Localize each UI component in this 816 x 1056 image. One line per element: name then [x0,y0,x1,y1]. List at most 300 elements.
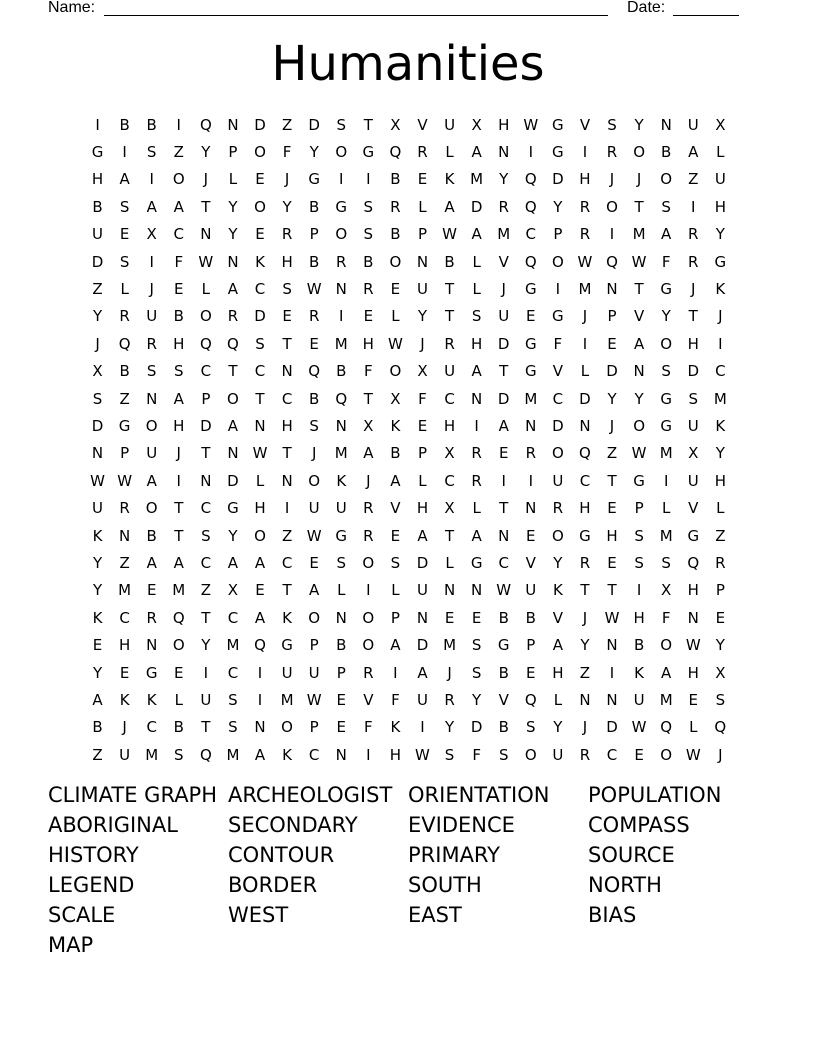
grid-letter[interactable]: G [579,526,591,545]
grid-letter[interactable]: C [200,362,212,381]
grid-letter[interactable]: D [91,416,104,435]
grid-letter[interactable]: N [416,252,429,271]
grid-letter[interactable]: S [119,197,130,216]
grid-letter[interactable]: N [498,526,510,545]
grid-letter[interactable]: M [497,225,511,244]
grid-letter[interactable]: N [227,444,239,463]
grid-letter[interactable]: E [607,553,617,572]
grid-letter[interactable]: V [498,690,509,709]
grid-letter[interactable]: I [95,115,100,134]
grid-letter[interactable]: B [498,663,509,682]
grid-letter[interactable]: T [363,115,373,134]
grid-letter[interactable]: I [366,745,371,764]
grid-letter[interactable]: C [119,608,130,627]
grid-letter[interactable]: E [309,553,319,572]
grid-letter[interactable]: C [552,389,564,408]
grid-letter[interactable]: Q [308,362,321,381]
grid-letter[interactable]: K [444,170,455,189]
grid-letter[interactable]: H [91,170,104,189]
grid-letter[interactable]: T [688,307,698,326]
grid-letter[interactable]: N [579,416,591,435]
grid-letter[interactable]: A [390,471,401,490]
grid-letter[interactable]: T [580,581,590,600]
grid-letter[interactable]: Y [715,225,725,244]
grid-letter[interactable]: Y [92,553,103,572]
grid-letter[interactable]: B [146,115,157,134]
grid-letter[interactable]: E [417,416,428,435]
grid-letter[interactable]: D [470,718,483,737]
grid-letter[interactable]: W [198,252,214,271]
grid-letter[interactable]: O [551,526,564,545]
grid-letter[interactable]: J [718,307,723,326]
grid-letter[interactable]: Z [281,115,293,134]
grid-letter[interactable]: Q [254,636,266,655]
grid-letter[interactable]: P [526,636,536,655]
grid-letter[interactable]: G [687,526,700,545]
grid-letter[interactable]: I [122,143,127,162]
grid-letter[interactable]: O [524,745,537,764]
grid-letter[interactable]: G [714,252,727,271]
grid-letter[interactable]: N [471,581,483,600]
grid-letter[interactable]: D [606,362,618,381]
grid-letter[interactable]: C [281,553,293,572]
grid-letter[interactable]: A [661,225,672,244]
grid-letter[interactable]: D [470,197,483,216]
grid-letter[interactable]: L [391,581,400,600]
grid-letter[interactable]: O [227,389,239,408]
grid-letter[interactable]: B [444,252,455,271]
grid-letter[interactable]: O [254,197,266,216]
grid-letter[interactable]: P [309,225,319,244]
grid-letter[interactable]: A [227,553,239,572]
grid-letter[interactable]: H [606,526,618,545]
grid-letter[interactable]: X [146,225,157,244]
grid-letter[interactable]: J [366,471,371,490]
grid-letter[interactable]: Y [553,553,563,572]
grid-letter[interactable]: G [660,389,672,408]
grid-letter[interactable]: G [660,416,672,435]
grid-letter[interactable]: G [633,471,645,490]
grid-letter[interactable]: C [227,663,239,682]
grid-letter[interactable]: T [255,389,265,408]
grid-letter[interactable]: S [471,663,482,682]
grid-letter[interactable]: O [660,170,673,189]
grid-letter[interactable]: S [390,553,401,572]
grid-letter[interactable]: E [309,334,319,353]
grid-letter[interactable]: U [633,690,645,709]
grid-letter[interactable]: B [498,608,509,627]
grid-letter[interactable]: R [227,307,239,326]
grid-letter[interactable]: E [146,581,157,600]
grid-letter[interactable]: U [444,115,456,134]
grid-letter[interactable]: A [471,526,482,545]
grid-letter[interactable]: E [255,225,265,244]
grid-letter[interactable]: R [146,608,157,627]
grid-letter[interactable]: B [173,307,184,326]
grid-letter[interactable]: A [92,690,103,709]
grid-letter[interactable]: X [661,581,672,600]
grid-letter[interactable]: J [203,170,209,189]
grid-letter[interactable]: J [609,416,615,435]
grid-letter[interactable]: F [174,252,184,271]
grid-letter[interactable]: Q [524,690,537,709]
grid-letter[interactable]: H [281,416,293,435]
grid-letter[interactable]: P [553,225,563,244]
grid-letter[interactable]: L [391,307,400,326]
grid-letter[interactable]: R [688,252,699,271]
grid-letter[interactable]: I [718,334,723,353]
grid-letter[interactable]: Z [173,143,184,162]
grid-letter[interactable]: S [363,225,374,244]
grid-letter[interactable]: N [606,636,618,655]
grid-letter[interactable]: G [497,636,510,655]
grid-letter[interactable]: K [552,581,563,600]
grid-letter[interactable]: Y [92,307,103,326]
grid-letter[interactable]: L [228,170,238,189]
grid-letter[interactable]: S [444,745,455,764]
grid-letter[interactable]: H [714,197,726,216]
grid-letter[interactable]: X [471,115,482,134]
grid-letter[interactable]: S [119,252,130,271]
grid-letter[interactable]: Z [119,553,130,572]
grid-letter[interactable]: T [444,307,455,326]
grid-letter[interactable]: S [92,389,103,408]
grid-letter[interactable]: A [146,471,157,490]
grid-letter[interactable]: K [92,526,103,545]
grid-letter[interactable]: R [146,334,157,353]
grid-letter[interactable]: H [687,663,699,682]
grid-letter[interactable]: X [390,389,401,408]
grid-letter[interactable]: Y [661,307,671,326]
grid-letter[interactable]: E [282,307,292,326]
grid-letter[interactable]: O [551,252,564,271]
grid-letter[interactable]: B [92,718,103,737]
grid-letter[interactable]: S [498,745,509,764]
grid-letter[interactable]: W [306,690,322,709]
grid-letter[interactable]: H [552,663,564,682]
grid-letter[interactable]: Y [499,170,509,189]
grid-letter[interactable]: V [498,252,509,271]
grid-letter[interactable]: Q [172,608,185,627]
grid-letter[interactable]: I [636,581,642,600]
grid-letter[interactable]: I [257,690,263,709]
grid-letter[interactable]: M [280,690,294,709]
grid-letter[interactable]: Y [228,526,238,545]
grid-letter[interactable]: E [174,663,184,682]
grid-letter[interactable]: K [715,416,726,435]
grid-letter[interactable]: G [335,526,348,545]
grid-letter[interactable]: N [146,389,158,408]
grid-letter[interactable]: O [362,553,375,572]
grid-letter[interactable]: U [687,471,699,490]
grid-letter[interactable]: N [227,252,239,271]
grid-letter[interactable]: S [661,197,671,216]
grid-letter[interactable]: E [174,280,184,299]
grid-letter[interactable]: Z [688,170,699,189]
grid-letter[interactable]: J [284,170,290,189]
grid-letter[interactable]: C [200,499,212,518]
grid-letter[interactable]: L [716,499,725,518]
grid-letter[interactable]: S [526,718,536,737]
grid-letter[interactable]: N [687,608,699,627]
grid-letter[interactable]: J [122,718,127,737]
grid-letter[interactable]: D [416,636,429,655]
grid-letter[interactable]: I [257,663,263,682]
grid-letter[interactable]: D [552,170,564,189]
grid-letter[interactable]: E [607,334,617,353]
grid-letter[interactable]: A [227,280,239,299]
grid-letter[interactable]: G [552,115,564,134]
grid-letter[interactable]: U [92,499,104,518]
grid-letter[interactable]: R [336,252,347,271]
grid-letter[interactable]: F [472,745,481,764]
grid-letter[interactable]: R [119,307,130,326]
grid-letter[interactable]: Y [634,389,644,408]
grid-letter[interactable]: R [579,745,591,764]
grid-letter[interactable]: W [577,252,593,271]
grid-letter[interactable]: L [472,280,481,299]
grid-letter[interactable]: G [470,553,483,572]
grid-letter[interactable]: E [715,608,726,627]
grid-letter[interactable]: A [552,636,563,655]
grid-letter[interactable]: U [416,581,428,600]
grid-letter[interactable]: M [334,444,348,463]
grid-letter[interactable]: B [633,636,645,655]
grid-letter[interactable]: G [660,280,672,299]
grid-letter[interactable]: E [526,526,536,545]
grid-letter[interactable]: S [146,143,157,162]
grid-letter[interactable]: B [309,389,320,408]
grid-letter[interactable]: A [363,444,374,463]
grid-letter[interactable]: Q [579,444,591,463]
grid-letter[interactable]: Y [715,444,725,463]
grid-letter[interactable]: G [524,334,537,353]
grid-letter[interactable]: N [281,471,293,490]
grid-letter[interactable]: D [254,115,266,134]
grid-letter[interactable]: T [174,499,184,518]
grid-letter[interactable]: P [201,389,211,408]
grid-letter[interactable]: D [606,718,618,737]
grid-letter[interactable]: B [363,252,374,271]
grid-letter[interactable]: G [118,416,131,435]
grid-letter[interactable]: Z [200,581,211,600]
grid-letter[interactable]: N [525,499,537,518]
name-blank-line[interactable] [104,0,608,16]
grid-letter[interactable]: R [444,690,455,709]
grid-letter[interactable]: W [604,608,620,627]
grid-letter[interactable]: N [254,718,266,737]
grid-letter[interactable]: S [228,690,238,709]
grid-letter[interactable]: E [119,663,130,682]
grid-letter[interactable]: U [525,581,537,600]
grid-letter[interactable]: A [173,197,184,216]
grid-letter[interactable]: P [336,663,346,682]
grid-letter[interactable]: K [282,745,292,764]
grid-letter[interactable]: N [200,471,212,490]
grid-letter[interactable]: G [552,307,564,326]
grid-letter[interactable]: L [472,252,481,271]
grid-letter[interactable]: A [498,416,509,435]
grid-letter[interactable]: H [362,334,374,353]
grid-letter[interactable]: T [634,280,644,299]
grid-letter[interactable]: C [498,553,509,572]
grid-letter[interactable]: O [362,608,375,627]
grid-letter[interactable]: E [471,608,482,627]
grid-letter[interactable]: G [524,280,537,299]
grid-letter[interactable]: E [336,718,346,737]
grid-letter[interactable]: M [172,581,186,600]
grid-letter[interactable]: C [606,745,618,764]
grid-letter[interactable]: L [553,690,563,709]
grid-letter[interactable]: N [254,416,266,435]
grid-letter[interactable]: S [471,307,482,326]
grid-letter[interactable]: Q [524,252,537,271]
grid-letter[interactable]: J [95,334,100,353]
grid-letter[interactable]: B [309,197,320,216]
grid-letter[interactable]: H [579,170,591,189]
grid-letter[interactable]: Q [687,553,700,572]
grid-letter[interactable]: O [660,745,673,764]
grid-letter[interactable]: I [366,581,371,600]
grid-letter[interactable]: E [526,663,536,682]
grid-letter[interactable]: U [335,499,347,518]
grid-letter[interactable]: M [145,745,159,764]
grid-letter[interactable]: T [282,581,292,600]
grid-letter[interactable]: A [173,389,184,408]
grid-letter[interactable]: D [254,307,266,326]
grid-letter[interactable]: A [173,553,184,572]
grid-letter[interactable]: J [582,608,588,627]
grid-letter[interactable]: L [445,553,454,572]
grid-letter[interactable]: H [173,416,185,435]
grid-letter[interactable]: T [444,280,455,299]
grid-letter[interactable]: R [688,225,699,244]
grid-letter[interactable]: L [716,143,725,162]
grid-letter[interactable]: B [525,608,536,627]
grid-letter[interactable]: L [255,471,265,490]
grid-letter[interactable]: W [306,526,322,545]
grid-letter[interactable]: A [661,663,672,682]
grid-letter[interactable]: O [172,170,185,189]
grid-letter[interactable]: A [146,553,157,572]
grid-letter[interactable]: A [471,362,482,381]
grid-letter[interactable]: Z [119,389,130,408]
grid-letter[interactable]: N [227,115,239,134]
grid-letter[interactable]: X [227,581,239,600]
grid-letter[interactable]: T [174,526,184,545]
grid-letter[interactable]: N [660,115,672,134]
grid-letter[interactable]: R [471,444,482,463]
grid-letter[interactable]: O [335,225,348,244]
grid-letter[interactable]: E [498,444,509,463]
grid-letter[interactable]: T [228,362,238,381]
grid-letter[interactable]: H [498,115,510,134]
grid-letter[interactable]: U [687,416,699,435]
grid-letter[interactable]: A [471,143,482,162]
grid-letter[interactable]: Q [335,389,348,408]
grid-letter[interactable]: U [552,471,564,490]
grid-letter[interactable]: P [228,143,238,162]
grid-letter[interactable]: N [606,690,618,709]
grid-letter[interactable]: I [149,252,154,271]
grid-letter[interactable]: R [525,444,536,463]
grid-letter[interactable]: K [282,608,292,627]
grid-letter[interactable]: R [417,143,428,162]
grid-letter[interactable]: E [336,690,346,709]
grid-letter[interactable]: V [363,690,374,709]
grid-letter[interactable]: I [149,170,154,189]
grid-letter[interactable]: D [579,389,591,408]
grid-letter[interactable]: Y [92,663,103,682]
grid-letter[interactable]: V [390,499,401,518]
grid-letter[interactable]: B [390,170,401,189]
grid-letter[interactable]: F [553,334,563,353]
grid-letter[interactable]: N [335,280,347,299]
grid-letter[interactable]: M [226,745,240,764]
grid-letter[interactable]: Y [282,197,292,216]
grid-letter[interactable]: Q [199,745,212,764]
grid-letter[interactable]: H [173,334,185,353]
grid-letter[interactable]: O [281,718,293,737]
grid-letter[interactable]: S [309,416,319,435]
grid-letter[interactable]: Z [606,444,618,463]
grid-letter[interactable]: V [552,608,563,627]
grid-letter[interactable]: W [415,745,430,764]
grid-letter[interactable]: R [390,197,401,216]
grid-letter[interactable]: D [497,389,510,408]
grid-letter[interactable]: X [92,362,103,381]
grid-letter[interactable]: I [420,718,425,737]
grid-letter[interactable]: G [552,143,564,162]
grid-letter[interactable]: X [688,444,699,463]
grid-letter[interactable]: R [363,526,374,545]
grid-letter[interactable]: R [552,499,564,518]
grid-letter[interactable]: N [416,608,429,627]
grid-letter[interactable]: G [308,170,320,189]
grid-letter[interactable]: L [580,362,590,381]
grid-letter[interactable]: X [390,115,401,134]
grid-letter[interactable]: B [119,362,130,381]
grid-letter[interactable]: W [631,718,647,737]
grid-letter[interactable]: I [555,280,561,299]
grid-letter[interactable]: E [390,280,401,299]
grid-letter[interactable]: Z [715,526,726,545]
grid-letter[interactable]: P [715,581,725,600]
grid-letter[interactable]: O [199,307,212,326]
grid-letter[interactable]: P [390,608,400,627]
grid-letter[interactable]: W [117,471,133,490]
grid-letter[interactable]: E [92,636,103,655]
grid-letter[interactable]: N [119,526,131,545]
grid-letter[interactable]: T [499,499,509,518]
grid-letter[interactable]: Q [660,718,673,737]
grid-letter[interactable]: I [663,471,669,490]
grid-letter[interactable]: C [715,362,726,381]
grid-letter[interactable]: H [254,499,266,518]
grid-letter[interactable]: P [634,499,644,518]
grid-letter[interactable]: J [447,663,452,682]
grid-letter[interactable]: Y [607,389,617,408]
grid-letter[interactable]: C [200,553,212,572]
grid-letter[interactable]: B [336,636,347,655]
grid-letter[interactable]: I [582,143,588,162]
grid-letter[interactable]: D [227,471,239,490]
grid-letter[interactable]: H [281,252,293,271]
grid-letter[interactable]: N [606,280,618,299]
grid-letter[interactable]: T [282,334,292,353]
grid-letter[interactable]: S [228,718,238,737]
grid-letter[interactable]: B [146,526,157,545]
